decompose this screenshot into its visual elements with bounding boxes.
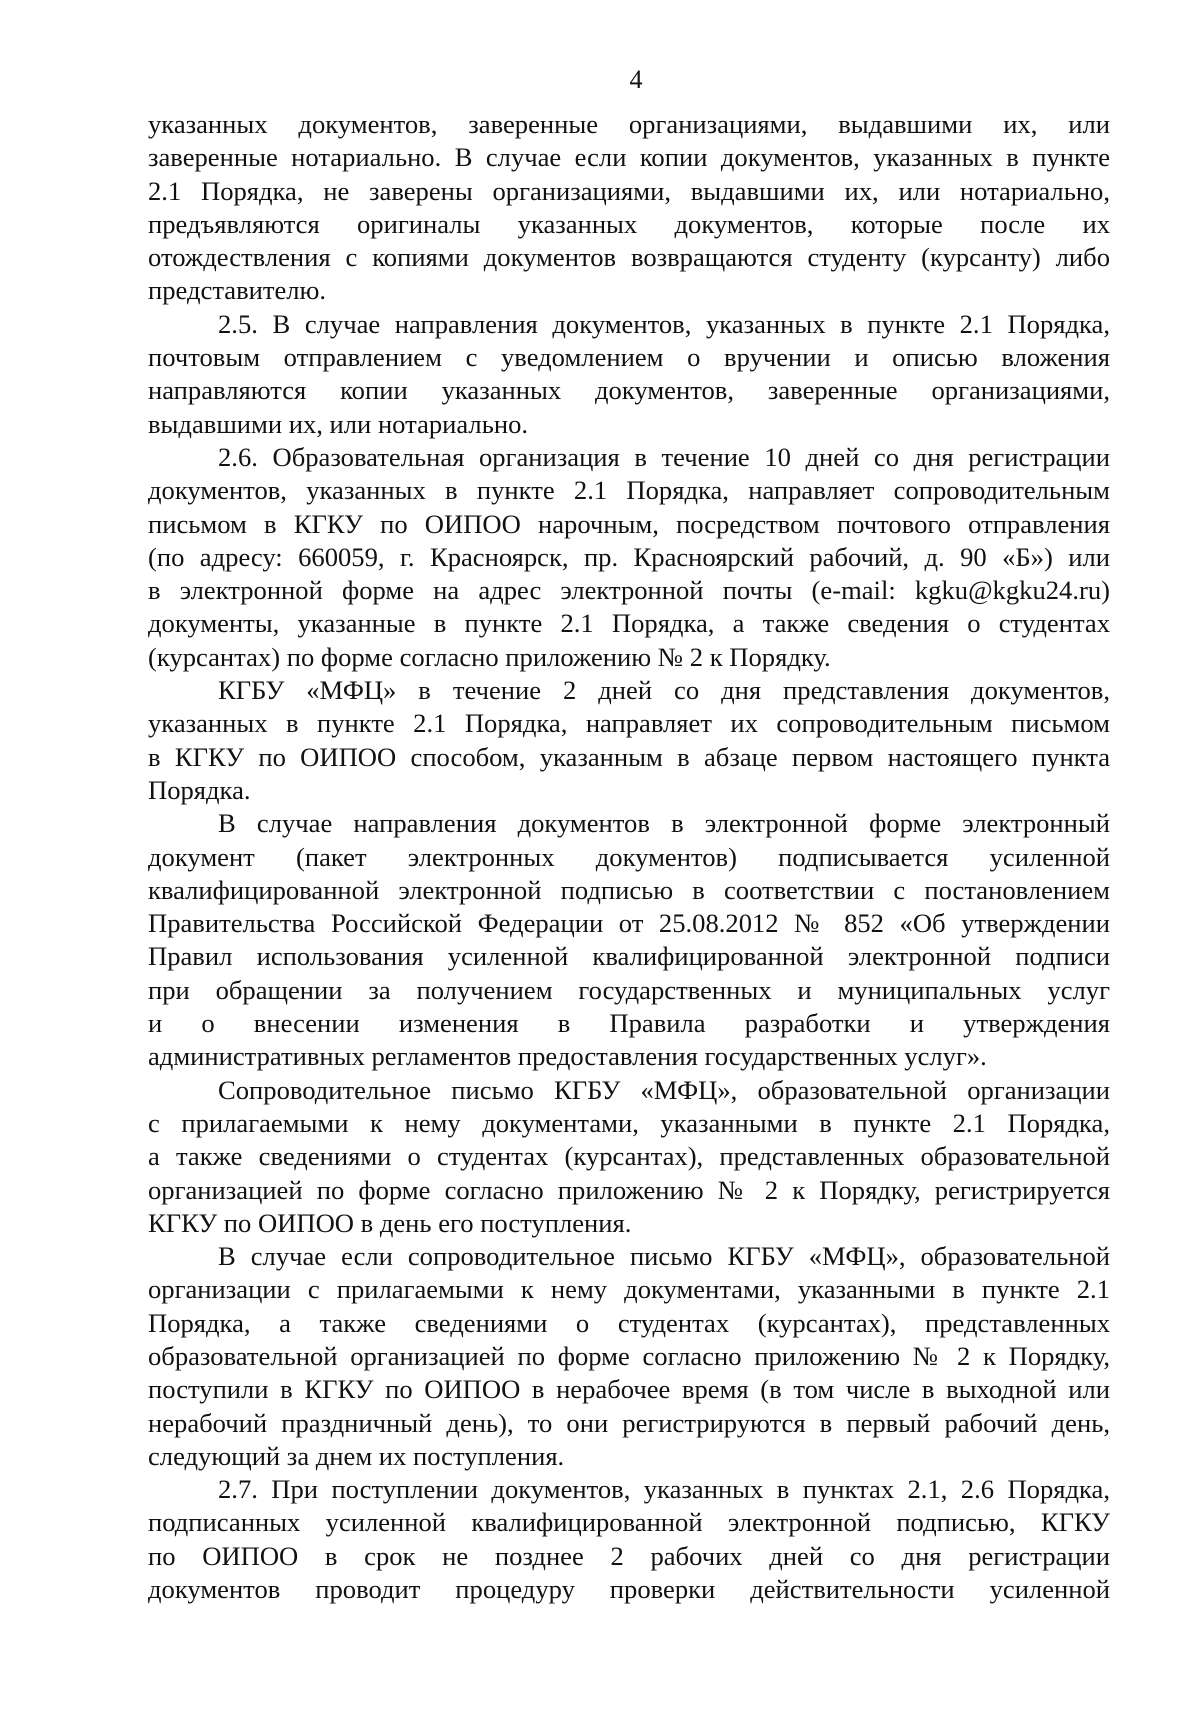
text-line: КГКУ по ОИПОО в день его поступления. <box>148 1207 632 1238</box>
text-line: организации с прилагаемыми к нему документами, указанными в пункте 2.1 <box>148 1274 1110 1305</box>
paragraph <box>148 308 1110 441</box>
text-line: документ (пакет электронных документов) подписывается усиленной <box>148 841 1110 872</box>
text-line: по ОИПОО в срок не позднее 2 рабочих дней со дня регистрации <box>148 1540 1110 1571</box>
text-line: в КГКУ по ОИПОО способом, указанным в абзаце первом настоящего пункта <box>148 741 1110 772</box>
text-line: подписанных усиленной квалифицированной электронной подписью, КГКУ <box>148 1507 1110 1538</box>
paragraph <box>148 441 1110 674</box>
text-line: в электронной форме на адрес электронной почты (e-mail: kgku@kgku24.ru) <box>148 575 1110 606</box>
paragraph <box>148 1240 1110 1473</box>
text-line: В случае если сопроводительное письмо КГБУ «МФЦ», образовательной <box>218 1241 1110 1272</box>
text-line: Сопроводительное письмо КГБУ «МФЦ», образовательной организации <box>218 1074 1110 1105</box>
text-line: административных регламентов предоставления государственных услуг». <box>148 1041 987 1072</box>
paragraph <box>148 674 1110 807</box>
text-line: организацией по форме согласно приложению № 2 к Порядку, регистрируется <box>148 1174 1110 1205</box>
text-line: отождествления с копиями документов возвращаются студенту (курсанту) либо <box>148 242 1110 273</box>
text-line: почтовым отправлением с уведомлением о вручении и описью вложения <box>148 342 1110 373</box>
text-line: представителю. <box>148 275 327 306</box>
text-line: а также сведениями о студентах (курсантах), представленных образовательной <box>148 1141 1110 1172</box>
document-body <box>148 108 1110 1606</box>
text-line: 2.1 Порядка, не заверены организациями, выдавшими их, или нотариально, <box>148 175 1110 206</box>
text-line: поступили в КГКУ по ОИПОО в нерабочее время (в том числе в выходной или <box>148 1374 1110 1405</box>
text-line: следующий за днем их поступления. <box>148 1440 565 1471</box>
text-line: с прилагаемыми к нему документами, указанными в пункте 2.1 Порядка, <box>148 1107 1110 1138</box>
text-line: при обращении за получением государственных и муниципальных услуг <box>148 974 1110 1005</box>
text-line: КГБУ «МФЦ» в течение 2 дней со дня представления документов, <box>218 675 1110 706</box>
text-line: выдавшими их, или нотариально. <box>148 408 529 439</box>
paragraph <box>148 807 1110 1073</box>
paragraph <box>148 108 1110 308</box>
text-line: документов проводит процедуру проверки действительности усиленной <box>148 1574 1110 1605</box>
text-line: Порядка. <box>148 774 251 805</box>
text-line: Правил использования усиленной квалифицированной электронной подписи <box>148 941 1110 972</box>
text-line: документов, указанных в пункте 2.1 Порядка, направляет сопроводительным <box>148 475 1110 506</box>
paragraph <box>148 1074 1110 1240</box>
text-line: документы, указанные в пункте 2.1 Порядка, а также сведения о студентах <box>148 608 1110 639</box>
text-line: и о внесении изменения в Правила разработки и утверждения <box>148 1008 1110 1039</box>
text-line: образовательной организацией по форме согласно приложению № 2 к Порядку, <box>148 1340 1110 1371</box>
text-line: письмом в КГКУ по ОИПОО нарочным, посредством почтового отправления <box>148 508 1110 539</box>
text-line: заверенные нотариально. В случае если копии документов, указанных в пункте <box>148 142 1110 173</box>
text-line: Правительства Российской Федерации от 25.08.2012 № 852 «Об утверждении <box>148 908 1110 939</box>
text-line: нерабочий праздничный день), то они регистрируются в первый рабочий день, <box>148 1407 1110 1438</box>
text-line: указанных документов, заверенные организациями, выдавшими их, или <box>148 109 1110 139</box>
paragraph <box>148 1473 1110 1606</box>
text-line: (по адресу: 660059, г. Красноярск, пр. Красноярский рабочий, д. 90 «Б») или <box>148 541 1110 572</box>
text-line: В случае направления документов в электронной форме электронный <box>218 808 1110 839</box>
text-line: направляются копии указанных документов, заверенные организациями, <box>148 375 1110 406</box>
text-line: указанных в пункте 2.1 Порядка, направляет их сопроводительным письмом <box>148 708 1110 739</box>
text-line: 2.5. В случае направления документов, указанных в пункте 2.1 Порядка, <box>218 308 1110 339</box>
text-line: Порядка, а также сведениями о студентах (курсантах), представленных <box>148 1307 1110 1338</box>
text-line: 2.7. При поступлении документов, указанных в пунктах 2.1, 2.6 Порядка, <box>218 1474 1110 1505</box>
text-line: 2.6. Образовательная организация в течение 10 дней со дня регистрации <box>218 441 1110 472</box>
text-line: (курсантах) по форме согласно приложению № 2 к Порядку. <box>148 641 831 672</box>
page-number: 4 <box>629 65 643 94</box>
text-line: предъявляются оригиналы указанных документов, которые после их <box>148 208 1110 239</box>
text-line: квалифицированной электронной подписью в соответствии с постановлением <box>148 874 1110 905</box>
